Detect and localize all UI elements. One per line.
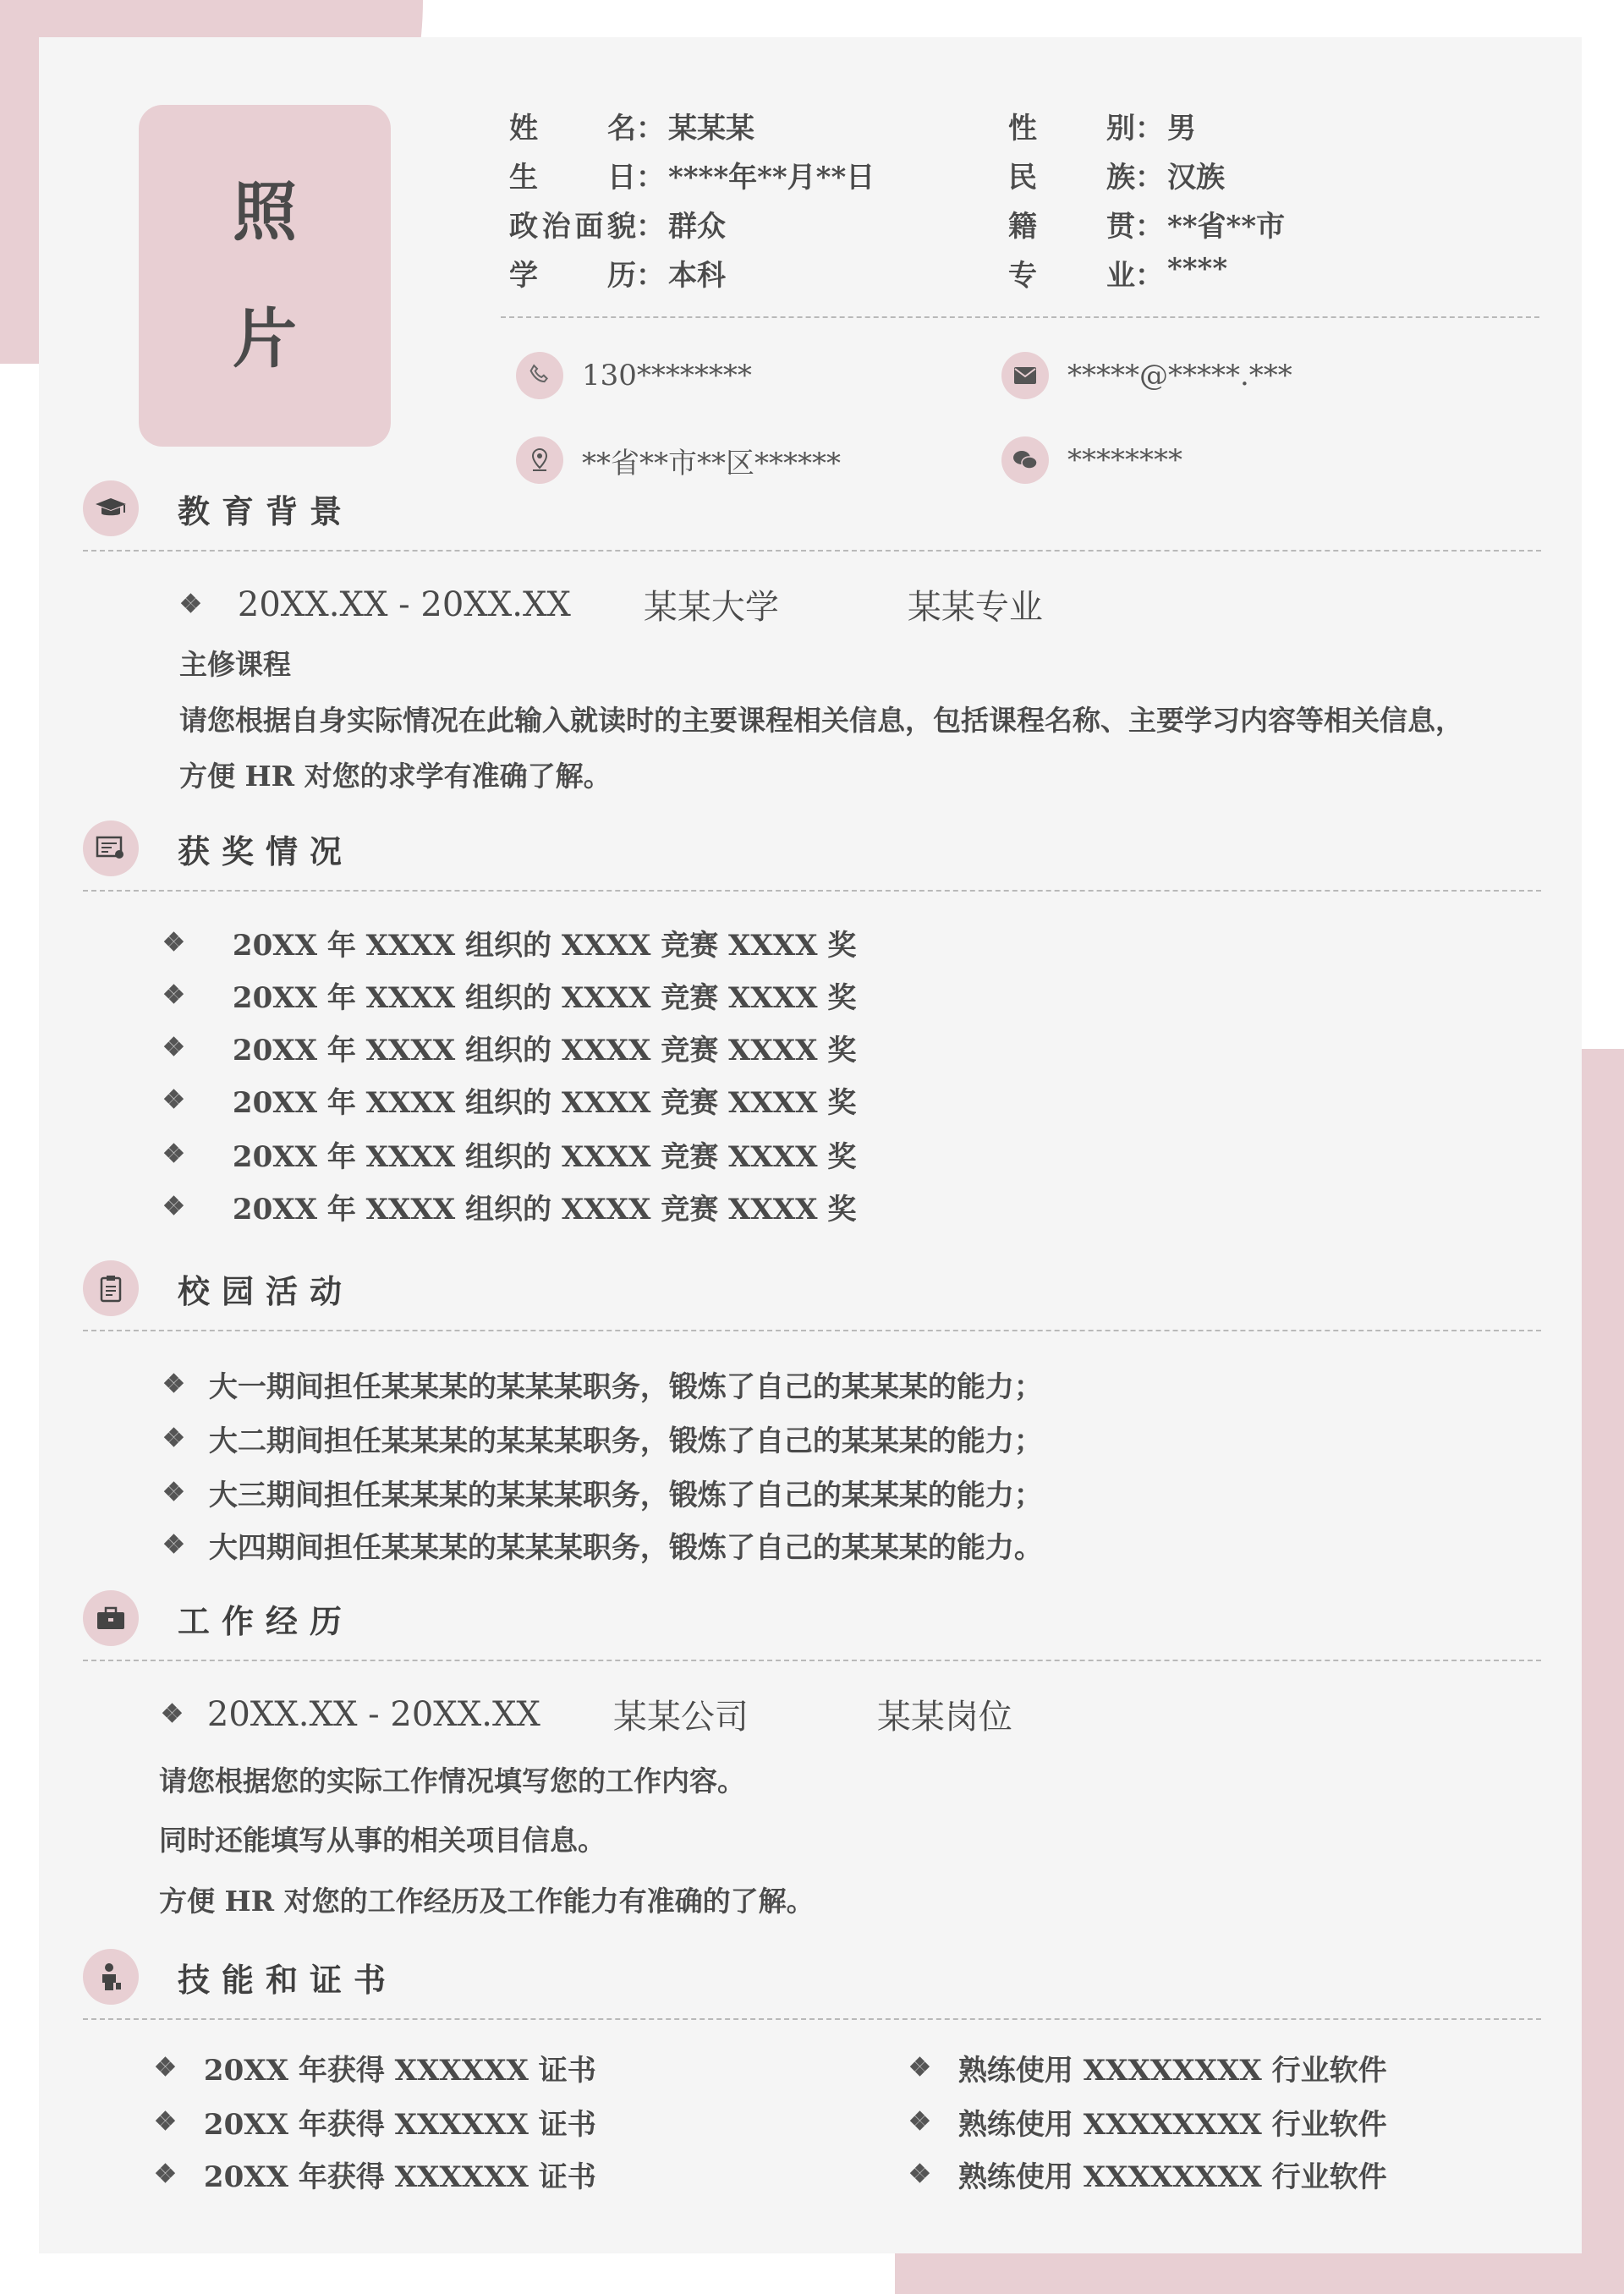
bullet-icon: ❖: [162, 1478, 185, 1507]
skill-text: 熟练使用 XXXXXXXX 行业软件: [957, 2054, 1387, 2088]
education-desc-2: 方便 HR 对您的求学有准确了解。: [179, 760, 612, 793]
section-education-title: 教育背景: [178, 492, 354, 530]
campus-text: 大三期间担任某某某的某某某职务，锻炼了自己的某某某的能力；: [208, 1479, 1043, 1512]
award-text: 20XX 年 XXXX 组织的 XXXX 竞赛 XXXX 奖: [232, 1193, 857, 1227]
info-row: [509, 252, 1541, 301]
bullet-icon: ❖: [162, 1192, 185, 1221]
info-colon: ：: [1135, 259, 1164, 293]
bullet-icon: ❖: [154, 2160, 177, 2189]
info-label: 学历: [509, 259, 636, 293]
photo-placeholder[interactable]: [139, 105, 391, 447]
award-text: 20XX 年 XXXX 组织的 XXXX 竞赛 XXXX 奖: [232, 981, 857, 1015]
skill-text: 20XX 年获得 XXXXXX 证书: [203, 2054, 596, 2088]
award-item: [162, 1186, 856, 1227]
graduation-cap-icon: [83, 480, 139, 536]
phone-value: 130********: [582, 359, 752, 392]
info-colon: ：: [636, 259, 665, 293]
award-text: 20XX 年 XXXX 组织的 XXXX 竞赛 XXXX 奖: [232, 929, 857, 963]
info-value-education: 本科: [668, 259, 726, 293]
info-colon: ：: [636, 112, 665, 145]
contact-email[interactable]: [1001, 352, 1292, 399]
education-entry: [179, 580, 1043, 628]
info-colon: ：: [1135, 210, 1164, 244]
award-text: 20XX 年 XXXX 组织的 XXXX 竞赛 XXXX 奖: [232, 1086, 857, 1120]
section-awards-header: [83, 820, 1541, 888]
info-value-ethnicity: 汉族: [1167, 161, 1225, 195]
bullet-icon: ❖: [154, 2107, 177, 2137]
skill-software-item: [908, 2101, 1387, 2143]
info-label: 性别: [1008, 112, 1135, 145]
section-work-header: [83, 1590, 1541, 1658]
envelope-icon: [1001, 352, 1049, 399]
info-value-major: ****: [1167, 252, 1228, 286]
bullet-icon: ❖: [162, 1424, 185, 1453]
bullet-icon: ❖: [162, 1139, 185, 1169]
contact-wechat[interactable]: [1001, 436, 1182, 484]
info-label: 专业: [1008, 259, 1135, 293]
section-divider: [83, 550, 1541, 552]
section-divider: [83, 1660, 1541, 1661]
personal-info: [509, 105, 1541, 301]
contact-phone[interactable]: [516, 352, 752, 399]
skill-software-item: [908, 2047, 1387, 2088]
photo-label-2: 片: [233, 301, 297, 376]
briefcase-icon: [83, 1590, 139, 1646]
bullet-icon: ❖: [154, 2053, 177, 2083]
info-label: 籍贯: [1008, 210, 1135, 244]
address-value: **省**市**区******: [582, 446, 841, 480]
campus-item: [162, 1472, 1043, 1513]
section-divider: [83, 1330, 1541, 1331]
skill-text: 熟练使用 XXXXXXXX 行业软件: [957, 2108, 1387, 2142]
info-value-gender: 男: [1167, 112, 1196, 145]
bullet-icon: ❖: [179, 590, 202, 619]
photo-label-1: 照: [233, 174, 297, 250]
info-colon: ：: [636, 210, 665, 244]
info-colon: ：: [1135, 161, 1164, 195]
section-divider: [83, 890, 1541, 892]
info-row: [509, 154, 1541, 203]
work-position: 某某岗位: [876, 1698, 1012, 1737]
education-school: 某某大学: [643, 588, 779, 627]
certificate-icon: [83, 820, 139, 876]
bullet-icon: ❖: [162, 1033, 185, 1062]
work-period: 20XX.XX - 20XX.XX: [206, 1694, 540, 1734]
bullet-icon: ❖: [162, 1530, 185, 1560]
campus-item: [162, 1524, 1043, 1566]
bottom-decoration: [895, 2250, 1624, 2294]
award-item: [162, 1133, 856, 1175]
section-divider: [83, 2018, 1541, 2020]
info-row: [509, 203, 1541, 252]
award-item: [162, 922, 856, 963]
skill-cert-item: [154, 2047, 596, 2088]
info-label: 生日: [509, 161, 636, 195]
skill-text: 20XX 年获得 XXXXXX 证书: [203, 2108, 596, 2142]
education-desc-1: 请您根据自身实际情况在此输入就读时的主要课程相关信息，包括课程名称、主要学习内容等相关信息，: [179, 704, 1463, 737]
info-value-birthday: ****年**月**日: [668, 161, 875, 195]
work-company: 某某公司: [612, 1698, 749, 1737]
bullet-icon: ❖: [908, 2053, 931, 2083]
phone-icon: [516, 352, 563, 399]
info-colon: ：: [636, 161, 665, 195]
work-line-1: 请您根据您的实际工作情况填写您的工作内容。: [159, 1764, 745, 1797]
campus-item: [162, 1418, 1043, 1459]
award-item: [162, 1079, 856, 1121]
info-value-hometown: **省**市: [1167, 210, 1286, 244]
education-period: 20XX.XX - 20XX.XX: [237, 584, 571, 624]
skill-cert-item: [154, 2101, 596, 2143]
education-courses-label: 主修课程: [179, 648, 291, 681]
section-awards-title: 获奖情况: [178, 832, 354, 870]
section-education-header: [83, 480, 1541, 548]
info-label: 民族: [1008, 161, 1135, 195]
map-pin-icon: [516, 436, 563, 484]
wechat-icon: [1001, 436, 1049, 484]
bullet-icon: ❖: [162, 928, 185, 958]
section-work-title: 工作经历: [178, 1602, 354, 1640]
info-value-political: 群众: [668, 210, 726, 244]
award-text: 20XX 年 XXXX 组织的 XXXX 竞赛 XXXX 奖: [232, 1034, 857, 1067]
section-skills-header: [83, 1949, 1541, 2017]
campus-item: [162, 1364, 1043, 1405]
bullet-icon: ❖: [161, 1699, 184, 1729]
campus-text: 大一期间担任某某某的某某某职务，锻炼了自己的某某某的能力；: [208, 1370, 1043, 1404]
info-label: 姓名: [509, 112, 636, 145]
info-value-name: 某某某: [668, 112, 754, 145]
section-skills-title: 技能和证书: [178, 1961, 398, 1999]
bullet-icon: ❖: [162, 980, 185, 1010]
skill-text: 20XX 年获得 XXXXXX 证书: [203, 2160, 596, 2194]
work-line-3: 方便 HR 对您的工作经历及工作能力有准确的了解。: [159, 1885, 815, 1918]
skill-software-item: [908, 2154, 1387, 2195]
info-divider: [501, 316, 1539, 318]
wechat-value: ********: [1067, 443, 1182, 477]
campus-text: 大四期间担任某某某的某某某职务，锻炼了自己的某某某的能力。: [208, 1531, 1043, 1565]
info-label: 政治面貌: [509, 210, 636, 244]
award-item: [162, 1027, 856, 1068]
campus-text: 大二期间担任某某某的某某某职务，锻炼了自己的某某某的能力；: [208, 1424, 1043, 1458]
section-campus-title: 校园活动: [178, 1272, 354, 1310]
person-icon: [83, 1949, 139, 2005]
info-row: [509, 105, 1541, 154]
education-major: 某某专业: [907, 588, 1043, 627]
award-item: [162, 974, 856, 1016]
info-colon: ：: [1135, 112, 1164, 145]
bullet-icon: ❖: [162, 1085, 185, 1115]
bullet-icon: ❖: [908, 2160, 931, 2189]
clipboard-icon: [83, 1260, 139, 1316]
contact-address[interactable]: [516, 436, 841, 484]
skill-text: 熟练使用 XXXXXXXX 行业软件: [957, 2160, 1387, 2194]
section-campus-header: [83, 1260, 1541, 1328]
bullet-icon: ❖: [908, 2107, 931, 2137]
award-text: 20XX 年 XXXX 组织的 XXXX 竞赛 XXXX 奖: [232, 1140, 857, 1174]
skill-cert-item: [154, 2154, 596, 2195]
email-value: *****@*****.***: [1067, 359, 1292, 392]
work-entry: [161, 1690, 1012, 1738]
bullet-icon: ❖: [162, 1369, 185, 1399]
work-line-2: 同时还能填写从事的相关项目信息。: [159, 1824, 606, 1857]
